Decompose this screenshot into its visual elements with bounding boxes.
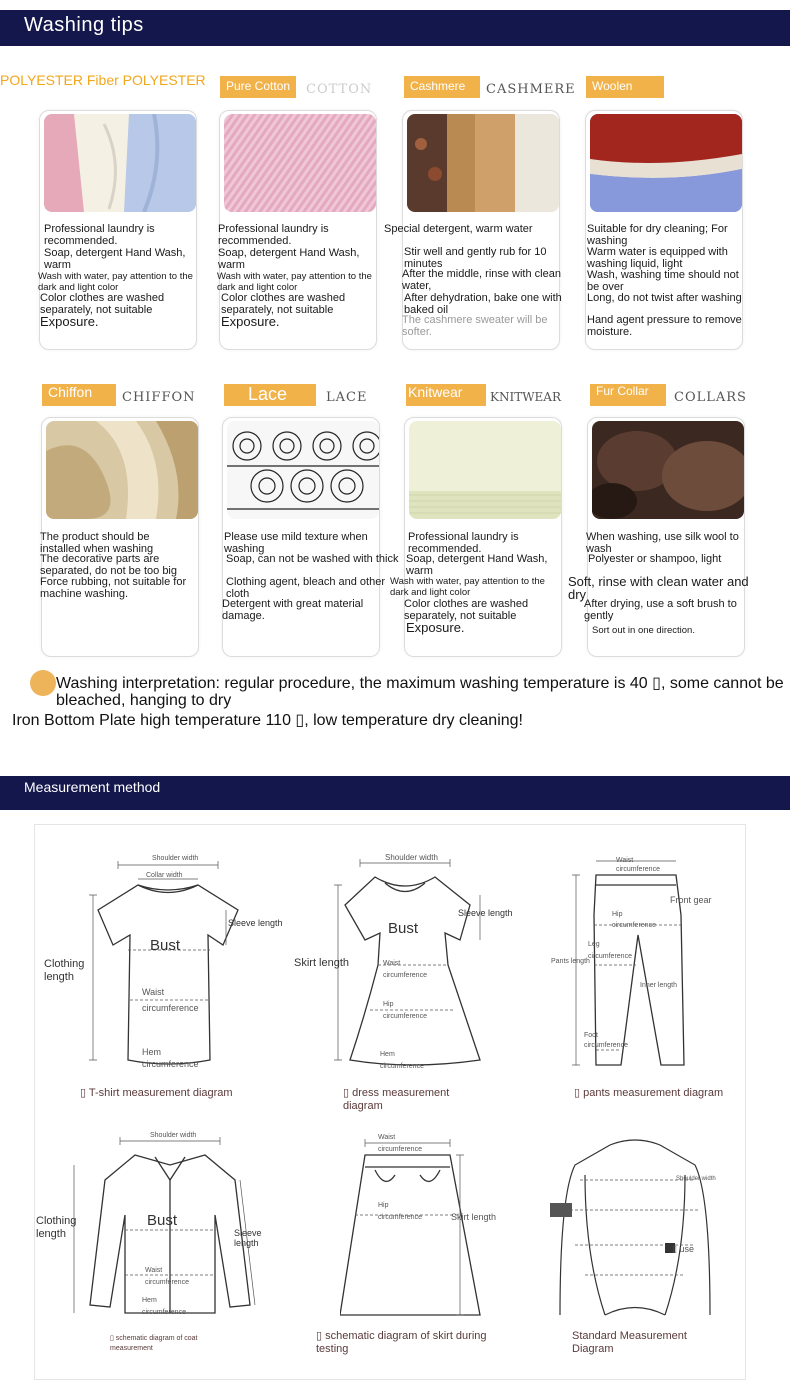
standard-use-label: ▯ use (672, 1244, 694, 1254)
pants-waist-circ-label: circumference (616, 866, 660, 873)
card6-line3: Clothing agent, bleach and other cloth (226, 576, 386, 600)
card2-line4: Color clothes are washed separately, not suitable (221, 292, 346, 316)
coat-shoulder-label: Shoulder width (150, 1132, 197, 1139)
card8-line5: Sort out in one direction. (592, 625, 695, 636)
pants-foot-label: Foot (584, 1032, 599, 1039)
tshirt-waist-label: Waist (142, 987, 165, 997)
lace-caps: LACE (326, 390, 368, 405)
coat-hem-circ-label: circumference (142, 1309, 186, 1316)
card4-line2: Warm water is equipped with washing liquid, light (587, 246, 728, 270)
card1-line4: Color clothes are washed separately, not suitable (40, 292, 165, 316)
chiffon-caps: CHIFFON (122, 390, 196, 405)
skirt-waist-circ-label: circumference (378, 1146, 422, 1153)
card6-line2: Soap, can not be washed with thick (226, 553, 399, 565)
card8-line2: Polyester or shampoo, light (588, 553, 722, 565)
knitwear-fabric-image (409, 421, 561, 519)
dress-diagram (330, 855, 500, 1070)
card1-line3: Wash with water, pay attention to the dark and light color (38, 271, 193, 293)
skirt-length-label: Skirt length (451, 1212, 497, 1222)
cashmere-tag: Cashmere (404, 76, 480, 98)
card4-line3: Wash, washing time should not be over (587, 269, 739, 293)
standard-caption: Standard Measurement Diagram (572, 1330, 687, 1355)
collars-caps: COLLARS (674, 390, 747, 405)
woolen-tag: Woolen (586, 76, 664, 98)
card6-line1: Please use mild texture when washing (224, 531, 368, 555)
pants-hip-label: Hip (612, 911, 623, 918)
coat-waist-circ-label: circumference (145, 1279, 189, 1286)
card7-line5: Exposure. (406, 620, 465, 635)
measurement-header (0, 776, 790, 810)
pants-leg-label: Leg (588, 941, 600, 948)
skirt-hip-label: Hip (378, 1202, 389, 1209)
coat-hem-label: Hem (142, 1297, 157, 1304)
dress-length-label: Skirt length (294, 957, 350, 969)
card3-line3: After the middle, rinse with clean water, (402, 268, 561, 292)
polyester-fabric-image (44, 114, 196, 212)
washing-tips-title: Washing tips (24, 14, 144, 36)
tshirt-collar-label: Collar width (146, 872, 183, 879)
fur-fabric-image (592, 421, 744, 519)
pants-leg-circ-label: circumference (588, 953, 632, 960)
card4-line1: Suitable for dry cleaning; For washing (587, 223, 728, 247)
card7-line2: Soap, detergent Hand Wash, warm (406, 553, 548, 577)
chiffon-tag: Chiffon (42, 384, 116, 406)
fur-collar-tag: Fur Collar (590, 384, 666, 406)
pants-hip-circ-label: circumference (612, 922, 656, 929)
tshirt-bust-label: Bust (150, 937, 181, 954)
tshirt-hem-label: Hem (142, 1047, 162, 1057)
dress-sleeve-label: Sleeve length (458, 908, 513, 918)
tshirt-waist-circ-label: circumference (142, 1003, 199, 1013)
card3-line5: The cashmere sweater will be softer. (402, 314, 548, 338)
cotton-fabric-image (224, 114, 376, 212)
pants-foot-circ-label: circumference (584, 1042, 628, 1049)
washing-interpretation: Washing interpretation: regular procedure, the maximum washing temperature is 40 ▯, some cannot be bleached, hanging to dry (56, 675, 784, 709)
tshirt-length-label: Clothing length (44, 958, 85, 983)
standard-diagram (550, 1135, 720, 1325)
skirt-waist-label: Waist (378, 1134, 396, 1141)
orange-bullet-icon (30, 670, 56, 696)
card6-line4: Detergent with great material damage. (222, 598, 364, 622)
coat-sleeve-label: Sleeve length (234, 1228, 262, 1248)
cotton-caps: COTTON (306, 82, 373, 97)
skirt-hip-circ-label: circumference (378, 1214, 422, 1221)
tshirt-diagram (88, 855, 248, 1070)
card7-line4: Color clothes are washed separately, not suitable (404, 598, 529, 622)
coat-length-label: Clothing length (36, 1215, 77, 1240)
pants-waist-label: Waist (616, 857, 634, 864)
dress-hem-label: Hem (380, 1051, 395, 1058)
pants-front-gear-label: Front gear (670, 895, 712, 905)
dress-shoulder-label: Shoulder width (385, 853, 438, 862)
dress-waist-circ-label: circumference (383, 972, 427, 979)
card1-line1: Professional laundry is recommended. (44, 223, 155, 247)
skirt-caption: ▯ schematic diagram of skirt during testing (316, 1330, 487, 1355)
dress-waist-label: Waist (383, 960, 401, 967)
knitwear-caps: KNITWEAR (490, 390, 562, 404)
card3-line4: After dehydration, bake one with baked oil (404, 292, 562, 316)
pants-inner-label: Inner length (640, 982, 677, 989)
card5-line2: The decorative parts are separated, do not be too big (40, 553, 177, 577)
lace-fabric-image (227, 421, 379, 519)
card3-line1: Special detergent, warm water (384, 223, 533, 235)
washing-tips-header (0, 10, 790, 46)
card8-line1: When washing, use silk wool to wash (586, 531, 739, 555)
pants-caption: ▯ pants measurement diagram (574, 1087, 724, 1099)
iron-note: Iron Bottom Plate high temperature 110 ▯, low temperature dry cleaning! (12, 712, 523, 729)
card5-line3: Force rubbing, not suitable for machine washing. (40, 576, 187, 600)
card8-line3: Soft, rinse with clean water and dry (568, 574, 749, 602)
card2-line3: Wash with water, pay attention to the dark and light color (217, 271, 372, 293)
woolen-fabric-image (590, 114, 742, 212)
tshirt-hem-circ-label: circumference (142, 1059, 199, 1069)
card2-line5: Exposure. (221, 314, 280, 329)
dress-caption: ▯ dress measurement diagram (343, 1087, 450, 1112)
pants-length-label: Pants length (551, 958, 590, 965)
dress-hip-circ-label: circumference (383, 1013, 427, 1020)
cashmere-caps: CASHMERE (486, 82, 576, 97)
standard-shoulder-label: Shoulder width (676, 1176, 716, 1182)
card5-line1: The product should be installed when washing (40, 531, 154, 555)
lace-tag: Lace (224, 384, 316, 406)
polyester-title: POLYESTER Fiber POLYESTER (0, 72, 206, 88)
card2-line2: Soap, detergent Hand Wash, warm (218, 247, 360, 271)
cotton-tag: Pure Cotton (220, 76, 296, 98)
knitwear-tag: Knitwear (406, 384, 486, 406)
card1-line5: Exposure. (40, 314, 99, 329)
card4-line5: Hand agent pressure to remove moisture. (587, 314, 742, 338)
coat-caption: ▯ schematic diagram of coat measurement (110, 1335, 198, 1352)
card1-line2: Soap, detergent Hand Wash, warm (44, 247, 186, 271)
skirt-diagram (340, 1135, 490, 1325)
measurement-title: Measurement method (24, 779, 161, 795)
card4-line4: Long, do not twist after washing (587, 292, 742, 304)
card7-line1: Professional laundry is recommended. (408, 531, 519, 555)
card8-line4: After drying, use a soft brush to gently (584, 598, 737, 622)
card2-line1: Professional laundry is recommended. (218, 223, 329, 247)
tshirt-sleeve-label: Sleeve length (228, 918, 283, 928)
tshirt-caption: ▯ T-shirt measurement diagram (80, 1087, 233, 1099)
tshirt-shoulder-label: Shoulder width (152, 855, 199, 862)
dress-hem-circ-label: circumference (380, 1063, 424, 1070)
card7-line3: Wash with water, pay attention to the dark and light color (390, 576, 545, 598)
card3-line2: Stir well and gently rub for 10 minutes (404, 246, 547, 270)
dress-bust-label: Bust (388, 920, 419, 937)
coat-bust-label: Bust (147, 1212, 178, 1229)
cashmere-fabric-image (407, 114, 559, 212)
chiffon-fabric-image (46, 421, 198, 519)
coat-waist-label: Waist (145, 1267, 163, 1274)
dress-hip-label: Hip (383, 1001, 394, 1008)
